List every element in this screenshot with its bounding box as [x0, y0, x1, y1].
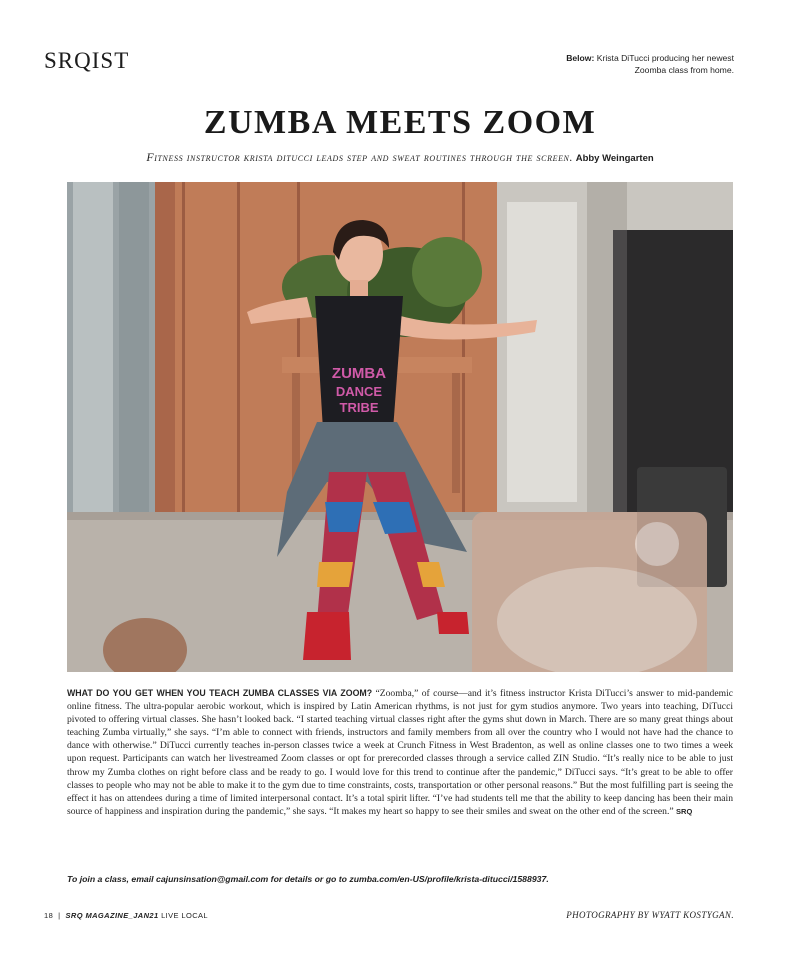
article-dek	[0, 150, 800, 165]
footer-folio	[44, 911, 208, 920]
shirt-text-1: ZUMBA	[331, 365, 387, 382]
article-body	[67, 687, 733, 818]
photo-credit: PHOTOGRAPHY BY WYATT KOSTYGAN.	[566, 910, 734, 920]
dek-text: Fitness instructor krista ditucci leads step and sweat routines through the screen.	[146, 150, 574, 164]
magazine-name: SRQ MAGAZINE_JAN21	[65, 911, 159, 920]
end-mark: SRQ	[676, 806, 693, 816]
article-runin: WHAT DO YOU GET WHEN YOU TEACH ZUMBA CLASSES VIA ZOOM?	[67, 688, 373, 698]
call-to-action: To join a class, email cajunsinsation@gmail.com for details or go to zumba.com/en-US/profile/krista-ditucci/1588937.	[67, 874, 549, 884]
photo-caption-label: Below:	[566, 53, 595, 63]
page-number: 18	[44, 911, 54, 920]
section-name: LIVE LOCAL	[161, 911, 209, 920]
byline: Abby Weingarten	[575, 153, 654, 164]
article-headline: ZUMBA MEETS ZOOM	[203, 104, 597, 141]
shirt-text-2: DANCE	[335, 384, 383, 399]
footer-separator: |	[58, 911, 61, 920]
masthead-logo: SRQIST	[44, 48, 130, 73]
laptop-foreground	[472, 512, 707, 672]
shirt-text-3: TRIBE	[339, 400, 379, 415]
photo-caption-text: Krista DiTucci producing her newest Zoomba class from home.	[596, 53, 734, 75]
article-body-text: “Zoomba,” of course—and it’s fitness instructor Krista DiTucci’s answer to mid-pandemic online fitness. The ultra-popular aerobic workout, which is inspired by Latin American rhythms, is not just for gym studios anymore. Two years into teaching, DiTucci pivoted to offering virtual classes. She hasn’t looked back. “I started teaching virtual classes right after the gyms shut down in March. There are so many great things about teaching Zumba virtually,” she says. “I’m able to connect with friends, instructors and family members from all over the country who I would not have had the chance to dance with otherwise.” DiTucci currently teaches in-person classes twice a week at Crunch Fitness in West Bradenton, as well as online classes one to two times a week upon request. Participants can watch her livestreamed Zoom classes or opt for prerecorded classes through a service called ZIN Studio. “It’s really nice to be able to just throw my Zumba clothes on right before class and be ready to go. I would love for this trend to continue after the pandemic,” DiTucci says. “It’s great to be able to offer classes to people who may not be able to make it to the gym due to time constraints, costs, transportation or other personal reasons.” But the most fulfilling part is seeing the effect it has on attendees during a time of limited interpersonal contact. It’s a total spirit lifter. “I’ve had students tell me that the ability to keep dancing has been their main source of happiness and inspiration during the pandemic,” she says. “It makes my heart so happy to see their smiles and sweat on the other end of the screen.”	[67, 688, 733, 817]
feature-photo	[67, 182, 733, 672]
photo-caption	[534, 52, 734, 76]
